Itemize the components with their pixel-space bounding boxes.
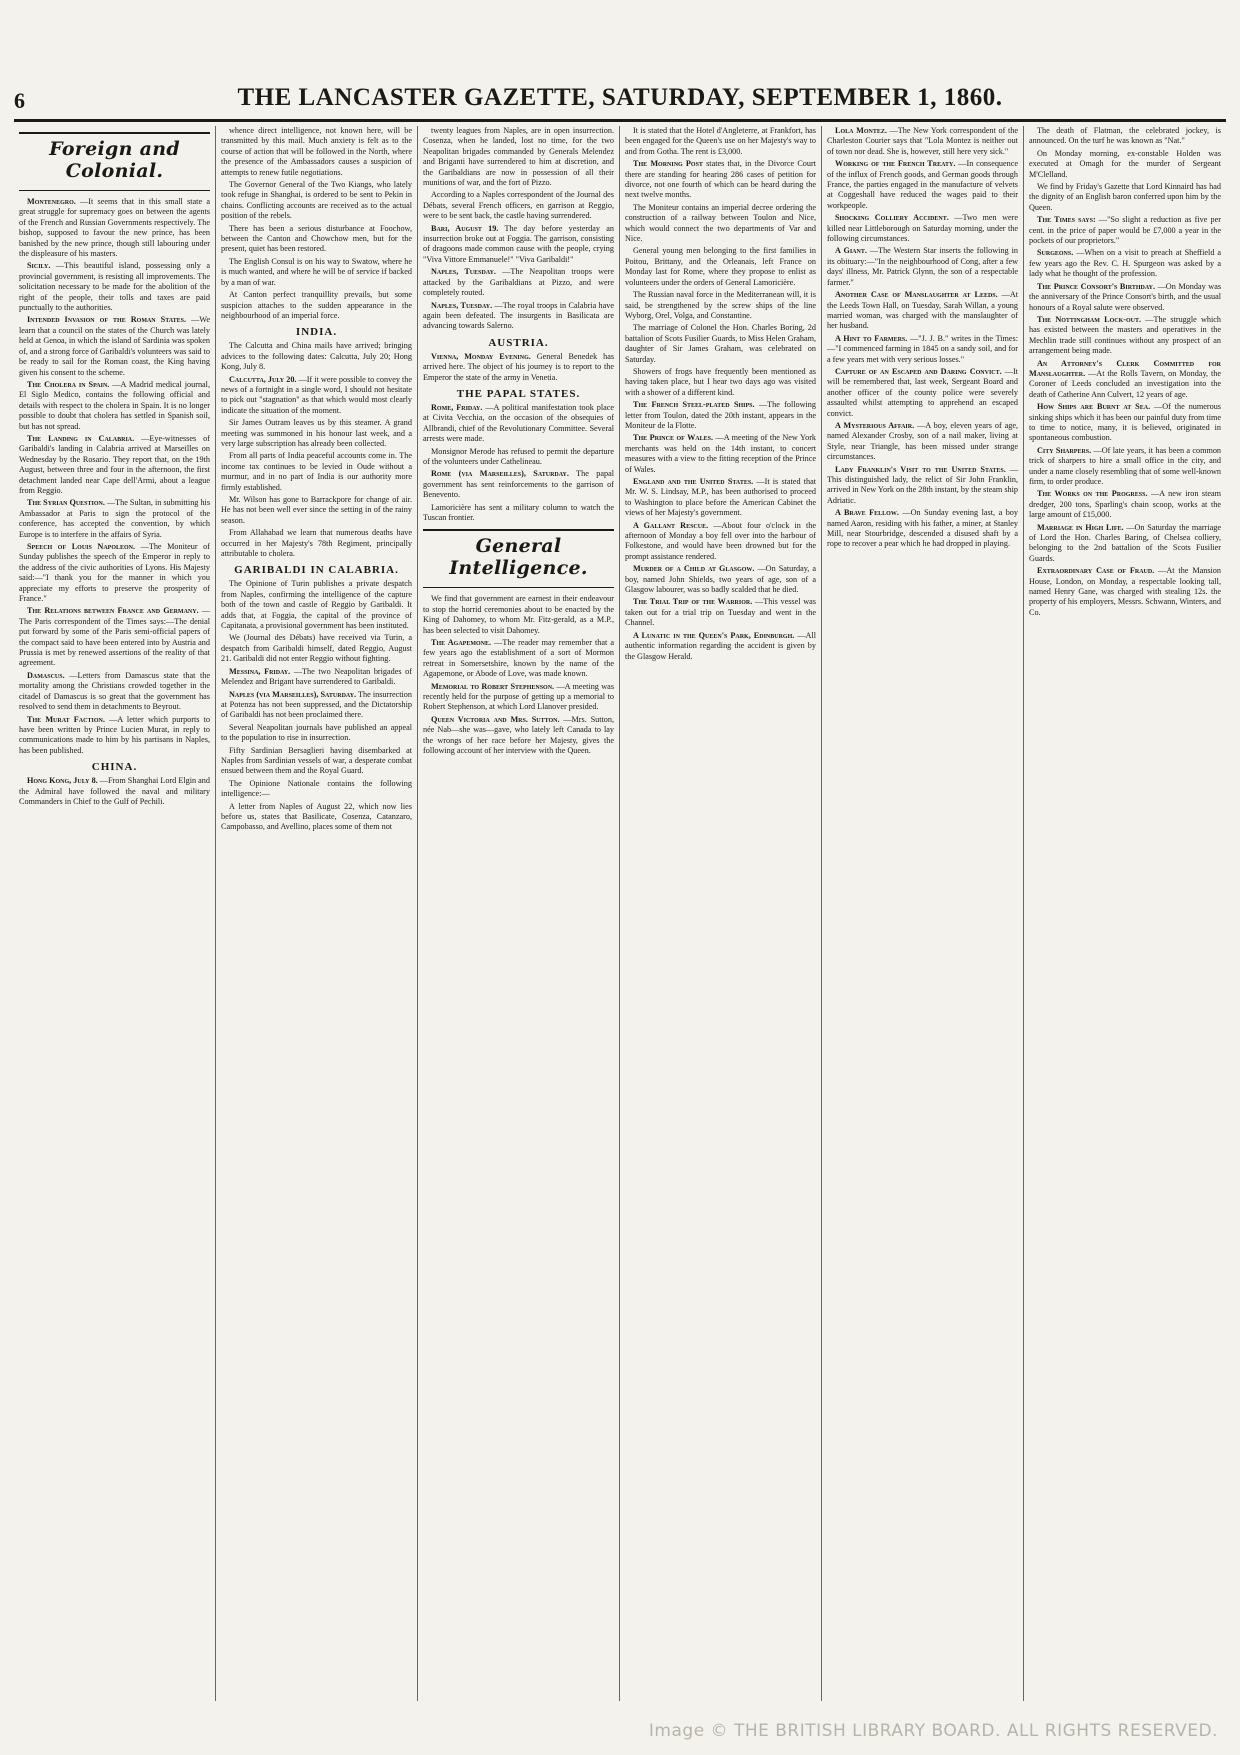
paragraph-text: —The Neapolitan troops were attacked by the Garibaldians at Pizzo, and were completely routed. bbox=[423, 267, 615, 298]
article-paragraph bbox=[1029, 523, 1221, 565]
paragraph-text: The papal government has sent reinforcements to the garrison of Benevento. bbox=[423, 469, 614, 500]
article-paragraph bbox=[19, 715, 210, 757]
newspaper-title: THE LANCASTER GAZETTE, SATURDAY, SEPTEMBER 1, 1860. bbox=[237, 84, 1003, 111]
paragraph-text: A letter from Naples of August 22, which now lies before us, states that Basilicate, Cosenza, Catanzaro, Campobasso, and Avellino, places some of them not bbox=[221, 801, 412, 832]
paragraph-text: There has been a serious disturbance at Foochow, between the Canton and Chowchow men, but for the present, quiet has been restored. bbox=[221, 223, 412, 254]
article-paragraph bbox=[625, 246, 816, 288]
paragraph-text: —When on a visit to preach at Sheffield a few years ago the Rev. C. H. Spurgeon was asked by a lady what he thought of the profession. bbox=[1029, 248, 1222, 279]
article-paragraph bbox=[19, 434, 210, 496]
paragraph-text: —On Sunday evening last, a boy named Aaron, residing with his father, a miner, at Stanley Mill, near Stourbridge, descended a disused shaft by a rope to recover a pear which he had dropped in playing. bbox=[827, 508, 1018, 549]
paragraph-text: —Of late years, it has been a common trick of sharpers to hire a small office in the city, and under a name closely resembling that of some well-known firm, to order produce. bbox=[1029, 445, 1222, 486]
paragraph-text: —A meeting was recently held for the purpose of getting up a memorial to Robert Stephenson, at which Lord Llanover presided. bbox=[423, 681, 614, 712]
article-paragraph bbox=[1029, 489, 1221, 520]
paragraph-lead: Memorial to Robert Stephenson. bbox=[431, 681, 555, 691]
paragraph-lead: Lola Montez. bbox=[835, 126, 887, 135]
paragraph-text: —We learn that a council on the states of the Church was lately held at Genoa, in which the island of Sardinia was spoken of, and a strong force of Garibaldi's volunteers was said to be ready to sail for the Roman coast, the King having given his consent to the scheme. bbox=[19, 315, 210, 377]
column-6 bbox=[1024, 126, 1226, 1701]
article-paragraph bbox=[625, 400, 816, 431]
paragraph-lead: City Sharpers. bbox=[1037, 445, 1092, 455]
paragraph-text: —The Sultan, in submitting his Ambassador at Paris to sign the protocol of the conference, has accepted the convention, by which Europe is to interfere in the affairs of Syria. bbox=[19, 498, 211, 539]
article-paragraph bbox=[19, 380, 210, 432]
paragraph-text: Several Neapolitan journals have published an appeal to the population to rise in insurrection. bbox=[221, 722, 412, 743]
paragraph-text: It is stated that the Hotel d'Angleterre, at Frankfort, has been engaged for the Queen's use on her Majesty's way to and from Gotha. The rent is £3,000. bbox=[625, 126, 816, 156]
paragraph-text: —On Monday was the anniversary of the Prince Consort's birth, and the usual honours of a Royal salute were observed. bbox=[1029, 281, 1222, 312]
article-paragraph bbox=[221, 290, 412, 321]
paragraph-lead: England and the United States. bbox=[633, 477, 754, 486]
article-paragraph bbox=[423, 352, 614, 383]
article-paragraph bbox=[827, 159, 1018, 211]
article-paragraph bbox=[221, 746, 412, 777]
paragraph-text: We find that government are earnest in their endeavour to stop the horrid ceremonies about to be enacted by the King of Dahomey, to whom Mr. Fitz-gerald, as a M.P., has been selected to visit Dahomey. bbox=[423, 594, 614, 635]
paragraph-text: —All authentic information regarding the accident is given by the Glasgow Herald. bbox=[625, 630, 816, 661]
paragraph-text: —"J. J. B." writes in the Times:—"I commenced farming in 1845 on a sandy soil, and for a few years met with very serious losses." bbox=[827, 333, 1019, 364]
paragraph-lead: Lady Franklin's Visit to the United States. bbox=[835, 464, 1006, 474]
paragraph-text: —It is stated that Mr. W. S. Lindsay, M.P., has been authorised to proceed to Washington to place before the American Cabinet the views of her Majesty's government. bbox=[625, 477, 817, 518]
paragraph-lead: A Gallant Rescue. bbox=[633, 520, 709, 530]
page-number: 6 bbox=[14, 88, 25, 113]
article-paragraph bbox=[423, 403, 614, 445]
paragraph-text: —The Moniteur of Sunday publishes the speech of the Emperor in reply to the address of the civic authorities of Lyons. His Majesty said:—"I thank you for the manner in which you appreciate my efforts to preserve the prosperity of France." bbox=[19, 542, 210, 604]
paragraph-text: Lamoricière has sent a military column to watch the Tuscan frontier. bbox=[423, 502, 614, 522]
paragraph-lead: Naples, Tuesday. bbox=[431, 267, 496, 277]
paragraph-lead: The Works on the Progress. bbox=[1037, 489, 1148, 499]
paragraph-text: —A new iron steam dredger, 200 tons, Sparling's chain scoop, works at the large amount of £15,000. bbox=[1029, 489, 1222, 520]
paragraph-lead: The Cholera in Spain. bbox=[27, 379, 110, 389]
article-paragraph bbox=[19, 671, 210, 713]
article-paragraph bbox=[1029, 359, 1221, 401]
article-paragraph bbox=[423, 469, 614, 500]
paragraph-text: The insurrection at Potenza has not been suppressed, and the Dictatorship of Garibaldi has not been proclaimed there. bbox=[221, 689, 412, 720]
article-paragraph bbox=[625, 477, 816, 519]
article-paragraph bbox=[221, 690, 412, 721]
paragraph-text: The Russian naval force in the Mediterranean will, it is said, be strengthened by the screw ships of the line Wyborg, Orel, Volga, and Constantine. bbox=[625, 290, 816, 320]
masthead-rule bbox=[14, 119, 1226, 122]
article-columns bbox=[14, 126, 1226, 1701]
article-paragraph bbox=[221, 418, 412, 449]
article-paragraph bbox=[221, 224, 412, 255]
paragraph-text: The Opinione of Turin publishes a private despatch from Naples, confirming the intelligence of the capture both of the town and castle of Reggio by Garibaldi. It adds that, at Foggia, the capital of the province of Capitanata, a provisional government has been instituted. bbox=[221, 579, 412, 631]
paragraph-lead: Damascus. bbox=[27, 670, 65, 680]
paragraph-lead: Extraordinary Case of Fraud. bbox=[1037, 566, 1155, 576]
paragraph-text: General Benedek has arrived here. The object of his journey is to report to the Emperor the state of the army in Venetia. bbox=[423, 351, 615, 382]
article-paragraph bbox=[1029, 566, 1221, 618]
paragraph-text: —From Shanghai Lord Elgin and the Admiral have followed the naval and military Commanders in Chief to the Gulf of Pechili. bbox=[19, 776, 210, 806]
article-paragraph bbox=[423, 715, 614, 757]
article-paragraph bbox=[19, 261, 210, 313]
article-paragraph bbox=[423, 190, 614, 221]
article-paragraph bbox=[1029, 315, 1221, 357]
article-paragraph bbox=[221, 528, 412, 559]
paragraph-text: —The Western Star inserts the following in its obituary:—"In the neighbourhood of Cong, after a few days' illness, Mr. Patrick Glynn, the son of a respectable farmer." bbox=[827, 246, 1018, 287]
paragraph-text: From all parts of India peaceful accounts come in. The income tax continues to be levied in Oude without a murmur, and in no part of India is our authority more firmly established. bbox=[221, 451, 412, 492]
article-paragraph bbox=[423, 503, 614, 524]
paragraph-text: —A political manifestation took place at Civita Vecchia, on the occasion of the obsequies of Allbrandi, chief of the Revolutionary Committee. Several arrests were made. bbox=[423, 402, 614, 444]
paragraph-lead: A Hint to Farmers. bbox=[835, 333, 908, 343]
paragraph-text: —On Saturday the marriage of Lord the Hon. Charles Baring, of Chelsea colliery, belonging to the 2nd battalion of the Scots Fusilier Guards. bbox=[1029, 522, 1221, 563]
paragraph-text: —The reader may remember that a few years ago the establishment of a sort of Mormon retreat in Somersetshire, known by the name of the Agapemone, or Abode of Love, was made known. bbox=[423, 638, 615, 679]
article-paragraph bbox=[1029, 402, 1221, 444]
paragraph-text: —The royal troops in Calabria have again been defeated. The insurgents in Basilicata are advancing towards Salerno. bbox=[423, 300, 615, 331]
article-paragraph bbox=[221, 257, 412, 288]
article-paragraph bbox=[1029, 149, 1221, 180]
paragraph-lead: Another Case of Manslaughter at Leeds. bbox=[835, 290, 998, 300]
article-paragraph bbox=[827, 334, 1018, 365]
article-paragraph bbox=[625, 521, 816, 563]
subsection-heading: AUSTRIA. bbox=[488, 336, 549, 349]
paragraph-text: —It will be remembered that, last week, Sergeant Board and another officer of the county police were severely assaulted whilst attempting to apprehend an escaped convict. bbox=[827, 366, 1018, 418]
paragraph-lead: Sicily. bbox=[27, 261, 51, 271]
article-paragraph bbox=[827, 465, 1018, 507]
article-paragraph bbox=[221, 180, 412, 222]
paragraph-text: —A meeting of the New York merchants was held on the 14th instant, to concert measures with a view to the fitting reception of the Prince of Wales. bbox=[625, 433, 817, 474]
paragraph-lead: A Giant. bbox=[835, 246, 867, 256]
column-4 bbox=[620, 126, 822, 1701]
paragraph-text: —The New York correspondent of the Charleston Courier says that "Lola Montez is neither out of town nor dead. She is, however, still here very sick." bbox=[827, 126, 1019, 156]
section-title: Foreign and Colonial. bbox=[49, 138, 180, 182]
paragraph-lead: A Mysterious Affair. bbox=[835, 420, 915, 430]
paragraph-text: —This distinguished lady, the relict of Sir John Franklin, arrived in New York on the 28th instant, by the steam ship Adriatic. bbox=[827, 464, 1019, 505]
paragraph-text: We (Journal des Débats) have received via Turin, a despatch from Garibaldi himself, dated Reggio, August 21. Garibaldi did not enter Reggio without fighting. bbox=[221, 633, 412, 664]
paragraph-lead: Naples (via Marseilles), Saturday. bbox=[229, 689, 357, 699]
article-paragraph bbox=[19, 498, 210, 540]
paragraph-text: twenty leagues from Naples, are in open insurrection. Cosenza, when he landed, lost no time, for the two Neapolitan brigades commanded by Generals Melendez and Briganti have surrendered to him at discretion, and the Garibaldians are now in possession of all their munitions of war, and the fort of Pizzo. bbox=[423, 126, 614, 188]
paragraph-text: —The following letter from Toulon, dated the 20th instant, appears in the Moniteur de la Flotte. bbox=[625, 400, 816, 430]
article-paragraph bbox=[221, 633, 412, 664]
paragraph-lead: Rome (via Marseilles), Saturday. bbox=[431, 469, 569, 479]
paragraph-lead: Shocking Colliery Accident. bbox=[835, 213, 949, 223]
paragraph-text: —At the Mansion House, London, on Monday, a respectable looking tall, named Henry Gane, was charged with stealing 12s. the property of his employers, Messrs. Schwann, Winters, and Co. bbox=[1029, 566, 1221, 617]
article-paragraph bbox=[1029, 126, 1221, 147]
article-paragraph bbox=[19, 542, 210, 604]
paragraph-lead: Montenegro. bbox=[27, 197, 76, 206]
paragraph-text: From Allahabad we learn that numerous deaths have occurred in her Majesty's 78th Regiment, principally attributable to cholera. bbox=[221, 528, 412, 559]
paragraph-text: General young men belonging to the first families in Poitou, Brittany, and the Orleanais, left France on Monday last for Rome, where they propose to enlist as volunteers under the orders of General Lamoricière. bbox=[625, 246, 816, 287]
article-paragraph bbox=[221, 779, 412, 800]
paragraph-lead: The Agapemone. bbox=[431, 638, 492, 648]
article-paragraph bbox=[625, 290, 816, 321]
paragraph-text: Mr. Wilson has gone to Barrackpore for change of air. He has not been well ever since the setting in of the rainy season. bbox=[221, 495, 412, 525]
paragraph-lead: The Prince Consort's Birthday. bbox=[1037, 281, 1155, 291]
paragraph-text: —Two men were killed near Littleborough on Saturday morning, under the following circumstances. bbox=[827, 213, 1018, 244]
section-header bbox=[19, 132, 210, 191]
article-paragraph bbox=[625, 631, 816, 662]
article-paragraph bbox=[827, 290, 1018, 332]
paragraph-text: —A Madrid medical journal, El Siglo Medico, contains the following official and details with respect to the cholera in Spain. It is no longer possible to doubt that cholera has settled in Spanish soil, but has not spread. bbox=[19, 379, 210, 431]
article-paragraph bbox=[1029, 248, 1221, 279]
paragraph-lead: The French Steel-plated Ships. bbox=[633, 400, 755, 410]
article-paragraph bbox=[423, 267, 614, 298]
paragraph-text: —The two Neapolitan brigades of Melendez and Brigant have surrendered to Garibaldi. bbox=[221, 666, 412, 687]
paragraph-text: According to a Naples correspondent of the Journal des Débats, several French officers, en garrison at Reggio, were to be sent back, the castle having surrendered. bbox=[423, 190, 614, 221]
article-paragraph bbox=[423, 638, 614, 680]
paragraph-text: The day before yesterday an insurrection broke out at Foggia. The garrison, consisting of dragoons made common cause with the people, crying "Viva Vittore Emmanuele!" "Viva Garibaldi!" bbox=[423, 223, 614, 264]
article-paragraph bbox=[625, 367, 816, 398]
article-paragraph bbox=[625, 126, 816, 157]
article-paragraph bbox=[423, 594, 614, 636]
paragraph-text: —In consequence of the influx of French goods, and German goods through France, the parties engaged in the manufacture of velvets at Coggeshall have reduced the wages paid to their workpeople. bbox=[827, 159, 1019, 210]
paragraph-text: The death of Flatman, the celebrated jockey, is announced. On the turf he was known as "Nat." bbox=[1029, 126, 1221, 146]
paragraph-text: On Monday morning, ex-constable Holden was executed at Omagh for the murder of Sergeant M'Clelland. bbox=[1029, 148, 1221, 179]
paragraph-lead: An Attorney's Clerk Committed for Manslaughter. bbox=[1029, 358, 1221, 378]
subsection-heading: THE PAPAL STATES. bbox=[456, 387, 581, 400]
paragraph-text: The marriage of Colonel the Hon. Charles Boring, 2d battalion of Scots Fusilier Guards, to Miss Helen Graham, daughter of Sir James Graham, was celebrated on Saturday. bbox=[625, 323, 816, 364]
section-title: General Intelligence. bbox=[449, 535, 588, 580]
paragraph-text: —The Paris correspondent of the Times says:—The denial put forward by some of the Paris semi-official papers of the compact said to have been entered into by Austria and Prussia is met by renewed assertions of the reality of that agreement. bbox=[19, 606, 210, 668]
article-paragraph bbox=[221, 667, 412, 688]
article-paragraph bbox=[19, 315, 210, 377]
paragraph-lead: Working of the French Treaty. bbox=[835, 159, 956, 169]
article-paragraph bbox=[1029, 182, 1221, 213]
column-1 bbox=[14, 126, 216, 1701]
article-paragraph bbox=[827, 421, 1018, 463]
article-paragraph bbox=[221, 375, 412, 417]
paragraph-text: The English Consul is on his way to Swatow, where he is much wanted, and where he will be of service if backed by a man of war. bbox=[221, 256, 412, 287]
paragraph-text: —Mrs. Sutton, née Nab—she was—gave, who lately left Canada to lay the wrongs of her race before her Majesty, gives the following account of her interview with the Queen. bbox=[423, 714, 615, 756]
paragraph-lead: Vienna, Monday Evening. bbox=[431, 351, 531, 361]
article-paragraph bbox=[1029, 446, 1221, 488]
paragraph-lead: The Syrian Question. bbox=[27, 498, 105, 508]
article-paragraph bbox=[625, 597, 816, 628]
paragraph-text: —Eye-witnesses of Garibaldi's landing in Calabria arrived at Marseilles on Wednesday by the Rosario. They report that, on the 19th August, between three and four in the afternoon, the first detachment landed near Cape dell'Armi, about a league from Reggio. bbox=[19, 433, 210, 495]
paragraph-text: —This beautiful island, possessing only a provincial government, is resisting all improvements. The solicitation necessary to be made for the abolition of the right of the people, their tolls and taxes are paid punctually to the authorities. bbox=[19, 261, 211, 313]
paragraph-text: At Canton perfect tranquillity prevails, but some suspicion attaches to the sudden appearance in the neighbourhood of an imperial force. bbox=[221, 290, 412, 320]
paragraph-text: —Of the numerous sinking ships which it has been our painful duty from time to time to notice, many, it is believed, originated in spontaneous combustion. bbox=[1029, 402, 1221, 443]
article-paragraph bbox=[423, 126, 614, 188]
paragraph-text: —At the Leeds Town Hall, on Tuesday, Sarah Willan, a young married woman, was charged with the manslaughter of her husband. bbox=[827, 290, 1019, 331]
paragraph-lead: Surgeons. bbox=[1037, 248, 1074, 258]
article-paragraph bbox=[423, 301, 614, 332]
article-paragraph bbox=[221, 126, 412, 178]
paragraph-text: —On Saturday, a boy, named John Shields, two years of age, son of a Glasgow labourer, was so badly scalded that he died. bbox=[625, 564, 816, 595]
paragraph-lead: Naples, Tuesday. bbox=[431, 300, 493, 310]
article-paragraph bbox=[221, 723, 412, 744]
paragraph-text: Monsignor Merode has refused to permit the departure of the volunteers under Cathelineau. bbox=[423, 446, 614, 466]
paragraph-lead: Bari, August 19. bbox=[431, 223, 499, 233]
article-paragraph bbox=[827, 126, 1018, 157]
article-paragraph bbox=[827, 367, 1018, 419]
paragraph-lead: The Relations between France and Germany. bbox=[27, 606, 199, 616]
paragraph-text: The Calcutta and China mails have arrived; bringing advices to the following dates: Calcutta, July 20; Hong Kong, July 8. bbox=[221, 341, 412, 372]
paragraph-lead: Hong Kong, July 8. bbox=[27, 776, 98, 786]
paragraph-text: —Letters from Damascus state that the mortality among the Christians crowded together in the citadel of Damascus is so great that the government has resolved to send them in detachments to Beyrout. bbox=[19, 670, 210, 712]
article-paragraph bbox=[19, 606, 210, 668]
paragraph-lead: The Trial Trip of the Warrior. bbox=[633, 597, 753, 607]
paragraph-text: The Governor General of the Two Kiangs, who lately took refuge in Shanghai, is ordered to be sent to Pekin in chains. Conflicting accounts are received as to the actual position of the rebels. bbox=[221, 180, 412, 221]
paragraph-lead: How Ships are Burnt at Sea. bbox=[1037, 402, 1151, 412]
paragraph-text: —A letter which purports to have been written by Prince Lucien Murat, in reply to communications made to him by his partisans in Naples, has been published. bbox=[19, 714, 211, 755]
article-paragraph bbox=[625, 564, 816, 595]
copyright-credit: Image © THE BRITISH LIBRARY BOARD. ALL RIGHTS RESERVED. bbox=[648, 1721, 1218, 1741]
paragraph-lead: A Brave Fellow. bbox=[835, 508, 899, 518]
article-paragraph bbox=[19, 776, 210, 807]
paragraph-text: —It seems that in this small state a great struggle for supremacy goes on between the agents of the French and Russian Governments respectively. The bishop, supposed to favour the new prince, has been banished by the new prince, though still labouring under the displeasure of his masters. bbox=[19, 197, 210, 259]
subsection-heading: INDIA. bbox=[295, 326, 338, 339]
paragraph-lead: The Nottingham Lock-out. bbox=[1037, 314, 1142, 324]
paragraph-lead: The Morning Post bbox=[633, 159, 703, 169]
paragraph-text: —About four o'clock in the afternoon of Monday a boy fell over into the harbour of Folkestone, and would have been drowned but for the prompt assistance rendered. bbox=[625, 520, 817, 561]
article-paragraph bbox=[19, 197, 210, 259]
paragraph-text: We find by Friday's Gazette that Lord Kinnaird has had the dignity of an English baron conferred upon him by the Queen. bbox=[1029, 182, 1221, 212]
paragraph-text: —The struggle which has existed between the masters and operatives in the Mechlin trade still continues without any prospect of an arrangement being made. bbox=[1029, 314, 1221, 356]
article-paragraph bbox=[625, 433, 816, 475]
masthead bbox=[14, 84, 1226, 118]
article-paragraph bbox=[827, 213, 1018, 244]
paragraph-lead: Marriage in High Life. bbox=[1037, 522, 1124, 532]
paragraph-text: states that, in the Divorce Court there are standing for hearing 286 cases of petition for divorce, not one fourth of which can be heard during the next twelve months. bbox=[625, 159, 816, 200]
paragraph-lead: The Murat Faction. bbox=[27, 714, 105, 724]
article-paragraph bbox=[625, 323, 816, 365]
article-paragraph bbox=[827, 246, 1018, 288]
subsection-heading: GARIBALDI IN CALABRIA. bbox=[234, 564, 399, 577]
paragraph-text: Fifty Sardinian Bersaglieri having disembarked at Naples from Sardinian vessels of war, a desperate combat ensued between them and the Royal Guard. bbox=[221, 745, 412, 776]
paragraph-text: Sir James Outram leaves us by this steamer. A grand meeting was summoned in his honour last week, and a very large subscription has already been collected. bbox=[221, 418, 412, 448]
paragraph-text: —A boy, eleven years of age, named Alexander Crosby, son of a nail maker, living at Style, near Triangle, has been missed under strange circumstances. bbox=[827, 420, 1019, 462]
column-5 bbox=[822, 126, 1024, 1701]
article-paragraph bbox=[1029, 282, 1221, 313]
article-paragraph bbox=[423, 682, 614, 713]
paragraph-lead: The Times says: bbox=[1037, 215, 1096, 225]
subsection-heading: CHINA. bbox=[91, 761, 138, 774]
paragraph-lead: A Lunatic in the Queen's Park, Edinburgh. bbox=[633, 630, 795, 640]
paragraph-text: Showers of frogs have frequently been mentioned as having taken place, but I hear two days ago was visited with a shower of a different kind. bbox=[625, 366, 816, 397]
article-paragraph bbox=[221, 579, 412, 631]
paragraph-lead: Murder of a Child at Glasgow. bbox=[633, 564, 755, 574]
paragraph-text: whence direct intelligence, not known here, will be transmitted by this mail. Much anxiety is felt as to the course of action that will be followed in the North, where the presence of the Ambassadors causes a suspicion of attempts to renew futile negotiations. bbox=[221, 126, 412, 177]
paragraph-lead: The Prince of Wales. bbox=[633, 433, 714, 443]
paragraph-text: —"So slight a reduction as five per cent. in the price of paper would be £7,000 a year in the pockets of our proprietors." bbox=[1029, 215, 1222, 246]
paragraph-lead: Calcutta, July 20. bbox=[229, 374, 297, 384]
paragraph-lead: Rome, Friday. bbox=[431, 402, 483, 412]
column-3 bbox=[418, 126, 620, 1701]
paragraph-text: The Opinione Nationale contains the following intelligence:— bbox=[221, 778, 412, 799]
paragraph-lead: The Landing in Calabria. bbox=[27, 433, 135, 443]
article-paragraph bbox=[221, 802, 412, 833]
paragraph-lead: Queen Victoria and Mrs. Sutton. bbox=[431, 714, 560, 724]
article-paragraph bbox=[423, 447, 614, 468]
article-paragraph bbox=[221, 451, 412, 493]
article-paragraph bbox=[625, 159, 816, 201]
column-2 bbox=[216, 126, 418, 1701]
paragraph-text: —At the Rolls Tavern, on Monday, the Coroner of Leeds concluded an investigation into the death of Catherine Ann Culvert, 12 years of age. bbox=[1029, 368, 1222, 399]
article-paragraph bbox=[625, 203, 816, 245]
article-paragraph bbox=[423, 224, 614, 266]
paragraph-lead: Capture of an Escaped and Daring Convict. bbox=[835, 366, 1002, 376]
paragraph-lead: Intended Invasion of the Roman States. bbox=[27, 315, 187, 325]
article-paragraph bbox=[1029, 215, 1221, 246]
article-paragraph bbox=[221, 341, 412, 372]
article-paragraph bbox=[221, 495, 412, 526]
paragraph-text: The Moniteur contains an imperial decree ordering the construction of a railway between Toulon and Nice, which would connect the two departments of Var and Nice. bbox=[625, 202, 816, 244]
section-header bbox=[423, 529, 614, 588]
paragraph-lead: Messina, Friday. bbox=[229, 666, 291, 676]
article-paragraph bbox=[827, 508, 1018, 550]
paragraph-lead: Speech of Louis Napoleon. bbox=[27, 542, 136, 551]
paragraph-text: —If it were possible to convey the news of a fortnight in a single word, I should not hesitate to pick out "stagnation" as that which would most clearly indicate the situation of the moment. bbox=[221, 374, 413, 415]
paragraph-text: —This vessel was taken out for a trial trip on Tuesday and went in the Channel. bbox=[625, 597, 816, 628]
